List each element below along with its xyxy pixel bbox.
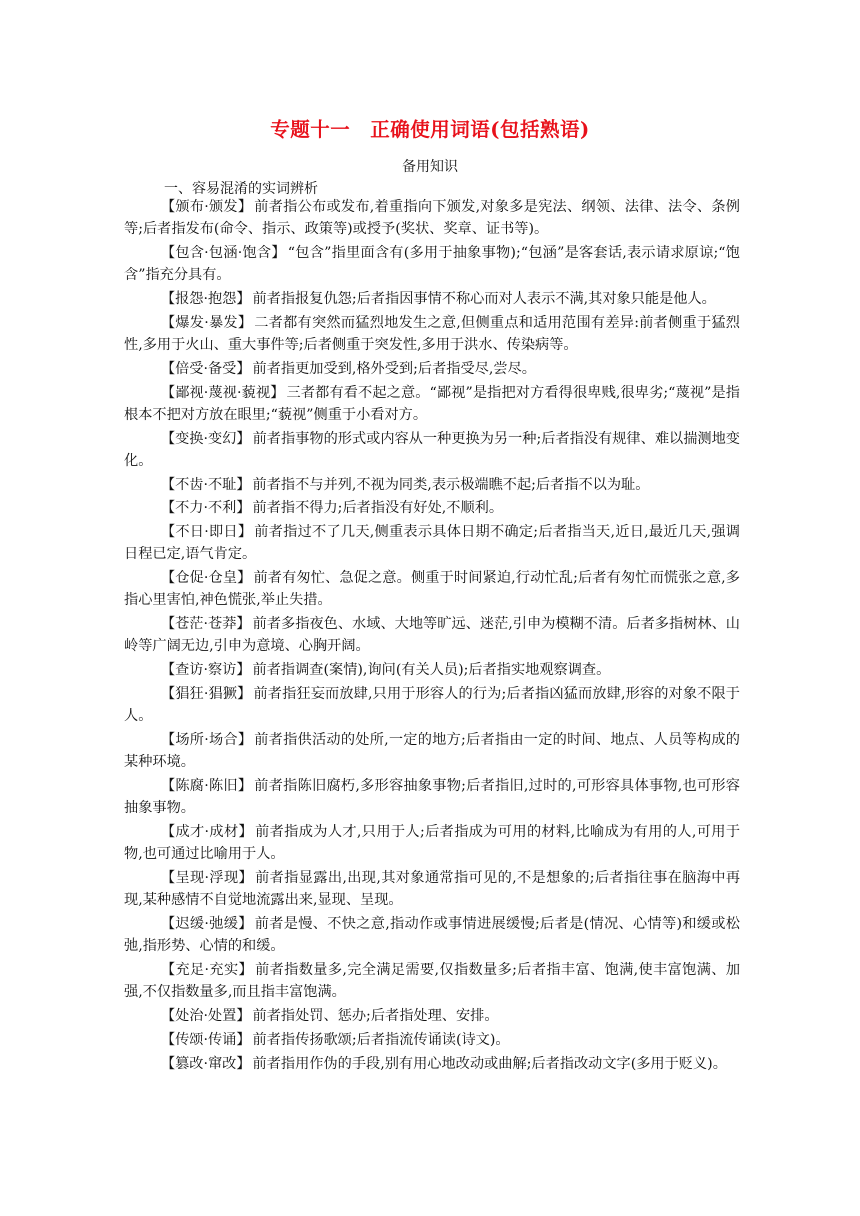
term-definition: 前者指陈旧腐朽,多形容抽象事物;后者指旧,过时的,可形容具体事物,也可形容抽象事物。: [124, 777, 740, 817]
list-item: [124, 613, 740, 657]
term-definition: 前者指不得力;后者指没有好处,不顺利。: [252, 500, 504, 517]
term-label: 【鄙视·蔑视·藐视】: [160, 384, 285, 401]
term-definition: 前者指狂妄而放肆,只用于形容人的行为;后者指凶猛而放肆,形容的对象不限于人。: [124, 685, 740, 725]
list-item: [124, 312, 740, 356]
term-definition: 前者指用作伪的手段,别有用心地改动或曲解;后者指改动文字(多用于贬义)。: [252, 1055, 727, 1072]
list-item: [124, 521, 740, 565]
term-definition: 前者指事物的形式或内容从一种更换为另一种;后者指没有规律、难以揣测地变化。: [124, 430, 740, 469]
term-label: 【成才·成材】: [160, 823, 254, 840]
list-item: [124, 242, 740, 286]
list-item: [124, 196, 740, 240]
term-definition: 三者都有看不起之意。“鄙视”是指把对方看得很卑贱,很卑劣;“蔑视”是指根本不把对方放在眼里;“藐视”侧重于小看对方。: [124, 384, 740, 423]
term-definition: 前者指成为人才,只用于人;后者指成为可用的材料,比喻成为有用的人,可用于物,也可通过比喻用于人。: [124, 823, 741, 863]
term-label: 【查访·察访】: [160, 662, 251, 679]
list-item: [124, 659, 740, 681]
term-label: 【仓促·仓皇】: [160, 570, 252, 587]
term-label: 【呈现·浮现】: [160, 869, 254, 886]
term-definition: 前者指数量多,完全满足需要,仅指数量多;后者指丰富、饱满,使丰富饱满、加强,不仅指数量多,而且指丰富饱满。: [124, 961, 741, 1001]
term-label: 【迟缓·弛缓】: [160, 915, 253, 932]
term-definition: 前者指过不了几天,侧重表示具体日期不确定;后者指当天,近日,最近几天,强调日程已定,语气肯定。: [124, 524, 740, 563]
list-item: [124, 288, 740, 310]
term-definition: 前者指公布或发布,着重指向下颁发,对象多是宪法、纲领、法律、法令、条例等;后者指发布(命令、指示、政策等)或授予(奖状、奖章、证书等)。: [124, 199, 740, 238]
term-definition: 二者都有突然而猛烈地发生之意,但侧重点和适用范围有差异:前者侧重于猛烈性,多用于火山、重大事件等;后者侧重于突发性,多用于洪水、传染病等。: [124, 314, 740, 353]
term-definition: 前者指处罚、惩办;后者指处理、安排。: [252, 1007, 499, 1024]
entry-list: [124, 196, 740, 1076]
term-label: 【爆发·暴发】: [160, 314, 253, 331]
term-label: 【倍受·备受】: [160, 360, 251, 377]
term-definition: 前者指显露出,出现,其对象通常指可见的,不是想象的;后者指往事在脑海中再现,某种感情不自觉地流露出来,显现、呈现。: [124, 869, 741, 909]
term-label: 【苍茫·苍莽】: [160, 616, 251, 633]
section-heading: 一、容易混淆的实词辨析: [164, 181, 318, 197]
list-item: [124, 1053, 740, 1075]
term-label: 【颁布·颁发】: [160, 199, 253, 215]
term-label: 【充足·充实】: [160, 961, 254, 978]
term-label: 【报怨·抱怨】: [160, 291, 251, 307]
list-item: [124, 1005, 740, 1027]
term-label: 【猖狂·猖獗】: [160, 685, 252, 702]
list-item: [124, 913, 740, 957]
term-label: 【不齿·不耻】: [160, 476, 251, 493]
page-title: 专题十一 正确使用词语(包括熟语): [270, 118, 590, 141]
list-item: [124, 821, 740, 865]
list-item: [124, 497, 740, 519]
list-item: [124, 775, 740, 819]
term-label: 【处治·处置】: [160, 1007, 251, 1024]
list-item: [124, 729, 740, 773]
list-item: [124, 358, 740, 380]
term-label: 【变换·变幻】: [160, 430, 251, 447]
list-item: [124, 683, 740, 727]
term-definition: 前者指更加受到,格外受到;后者指受尽,尝尽。: [252, 360, 536, 377]
term-definition: 前者指报复仇怨;后者指因事情不称心而对人表示不满,其对象只能是他人。: [252, 291, 716, 307]
term-definition: 前者是慢、不快之意,指动作或事情进展缓慢;后者是(情况、心情等)和缓或松弛,指形势、心情的和缓。: [124, 915, 740, 955]
term-definition: 前者指传扬歌颂;后者指流传诵读(诗文)。: [252, 1031, 510, 1048]
list-item: [124, 474, 740, 496]
list-item: [124, 867, 740, 911]
term-label: 【篡改·窜改】: [160, 1055, 251, 1072]
term-definition: 前者指不与并列,不视为同类,表示极端瞧不起;后者指不以为耻。: [252, 476, 650, 493]
term-label: 【陈腐·陈旧】: [160, 777, 253, 794]
term-definition: 前者多指夜色、水域、大地等旷远、迷茫,引申为模糊不清。后者多指树林、山岭等广阔无边,引申为意境、心胸开阔。: [124, 616, 740, 655]
term-label: 【传颂·传诵】: [160, 1031, 251, 1048]
term-definition: 前者有匆忙、急促之意。侧重于时间紧迫,行动忙乱;后者有匆忙而慌张之意,多指心里害怕,神色慌张,举止失措。: [124, 570, 740, 609]
list-item: [124, 959, 740, 1003]
term-definition: “包含”指里面含有(多用于抽象事物);“包涵”是客套话,表示请求原谅;“饱含”指充分具有。: [124, 245, 740, 284]
list-item: [124, 382, 740, 426]
page-subtitle: 备用知识: [402, 159, 458, 175]
list-item: [124, 567, 740, 611]
term-label: 【不力·不利】: [160, 500, 251, 517]
term-definition: 前者指调查(案情),询问(有关人员);后者指实地观察调查。: [252, 662, 611, 679]
term-label: 【不日·即日】: [160, 524, 253, 541]
term-label: 【包含·包涵·饱含】: [160, 245, 286, 261]
term-label: 【场所·场合】: [160, 731, 253, 748]
term-definition: 前者指供活动的处所,一定的地方;后者指由一定的时间、地点、人员等构成的某种环境。: [124, 731, 740, 771]
list-item: [124, 1029, 740, 1051]
list-item: [124, 428, 740, 472]
